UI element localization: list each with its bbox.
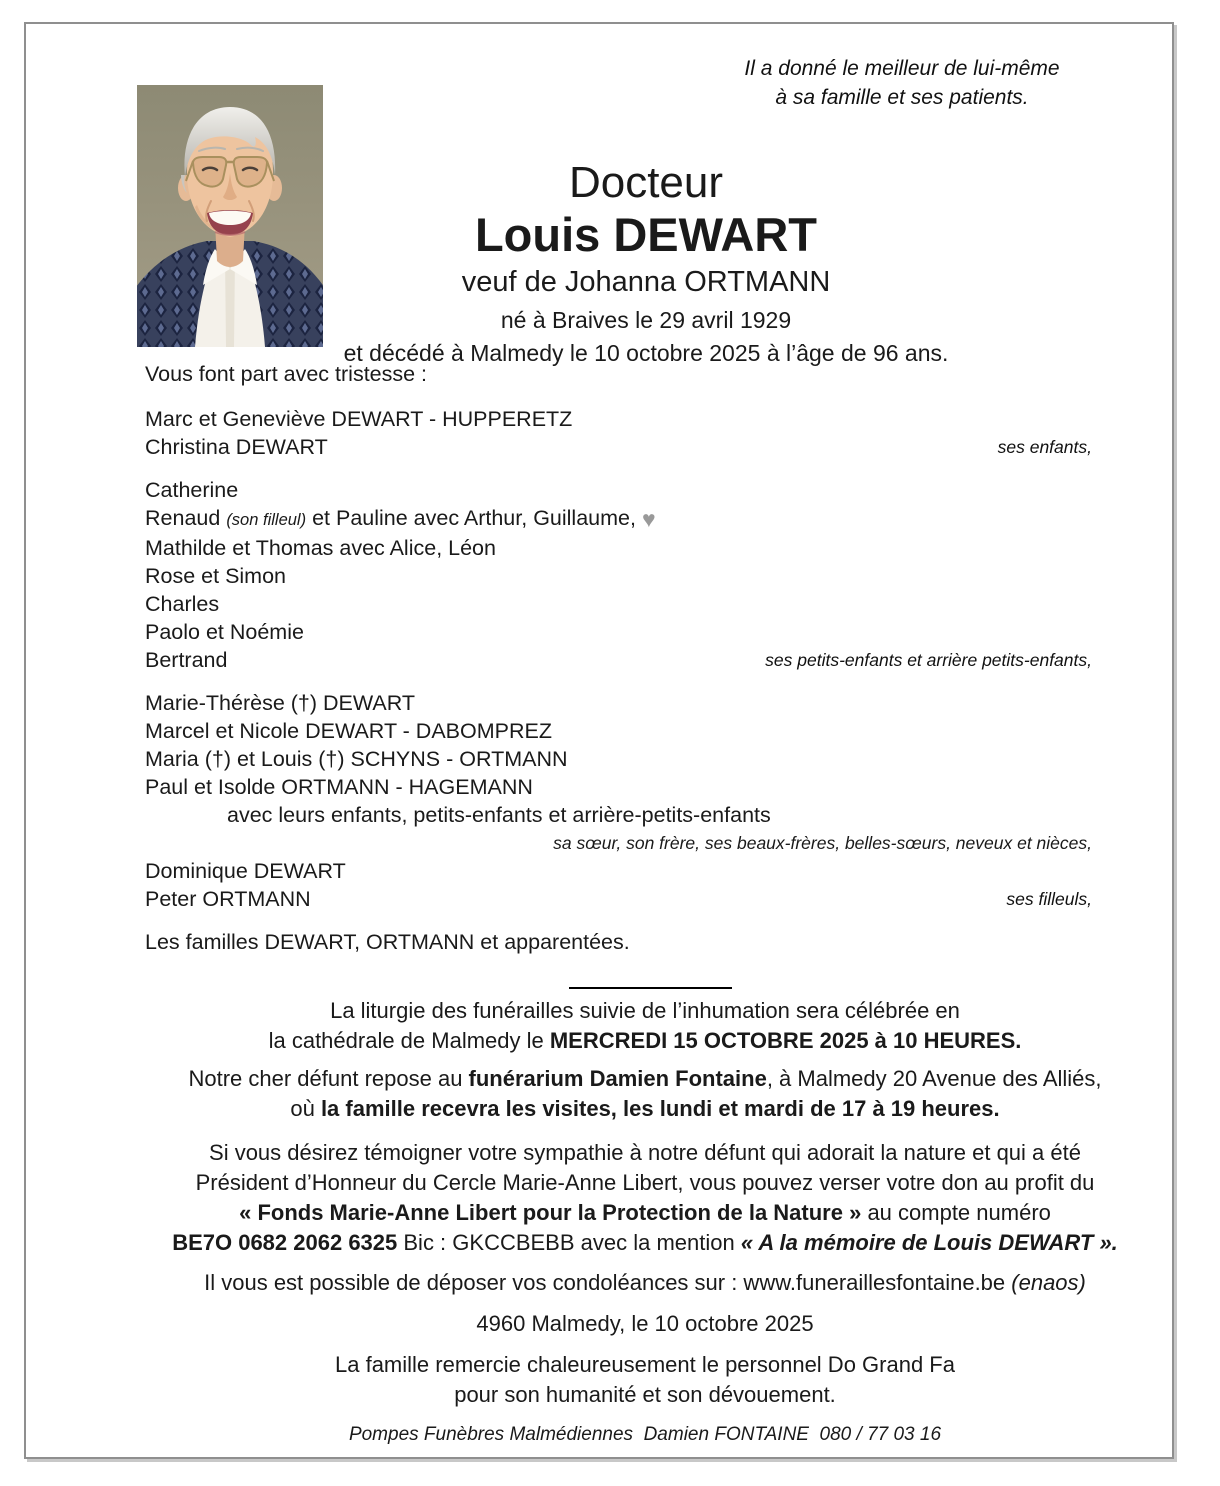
family-line: Charles bbox=[145, 592, 220, 616]
liturgy-paragraph bbox=[157, 996, 1133, 1056]
deceased-header bbox=[145, 158, 1147, 369]
family-announcement bbox=[145, 360, 1092, 956]
donation-paragraph: Si vous désirez témoigner votre sympathie à notre défunt qui adorait la nature et qui a été Président d’Honneur du Cercle Marie-Anne Libert, vous pouvez verser votre don au profit du « Fonds Marie-Anne Libert pour la Protection de la Nature » au compte numéro BE7O 0682 2062 6325 Bic : GKCCBEBB avec la mention « A la mémoire de Louis DEWART ». bbox=[172, 1140, 1118, 1255]
godson-note: (son filleul) bbox=[226, 511, 307, 529]
fund-name: « Fonds Marie-Anne Libert pour la Protection de la Nature » bbox=[239, 1200, 862, 1225]
relation-label-godchildren: ses filleuls, bbox=[1006, 889, 1092, 909]
family-line: Marie-Thérèse (†) DEWART bbox=[145, 691, 415, 715]
epitaph-line-1: Il a donné le meilleur de lui-même bbox=[744, 57, 1060, 80]
death-line: et décédé à Malmedy le 10 octobre 2025 à l’âge de 96 ans. bbox=[343, 340, 949, 366]
deceased-title: Docteur bbox=[568, 158, 724, 207]
condolences-paragraph bbox=[157, 1268, 1133, 1298]
family-line: Dominique DEWART bbox=[145, 859, 346, 883]
liturgy-line-1: La liturgie des funérailles suivie de l’inhumation sera célébrée en bbox=[330, 998, 960, 1023]
widower-line: veuf de Johanna ORTMANN bbox=[461, 266, 831, 298]
memorial-card bbox=[24, 22, 1174, 1459]
relation-label-siblings: sa sœur, son frère, ses beaux-frères, belles-sœurs, neveux et nièces, bbox=[553, 833, 1092, 853]
family-line: Peter ORTMANN bbox=[145, 887, 311, 911]
family-line-text: et Pauline avec Arthur, Guillaume, bbox=[312, 506, 636, 530]
family-line: Marcel et Nicole DEWART - DABOMPREZ bbox=[145, 719, 552, 743]
liturgy-line-2: la cathédrale de Malmedy le bbox=[268, 1028, 550, 1053]
family-line: Catherine bbox=[145, 478, 239, 502]
ceremony-datetime: MERCREDI 15 OCTOBRE 2025 à 10 HEURES. bbox=[549, 1028, 1022, 1053]
condolences-platform: (enaos) bbox=[1011, 1270, 1086, 1295]
birth-line: né à Braives le 29 avril 1929 bbox=[500, 307, 792, 333]
grandchildren-group bbox=[145, 476, 1092, 674]
ceremony-details bbox=[157, 996, 1133, 1418]
epitaph-line-2: à sa famille et ses patients. bbox=[775, 86, 1029, 109]
family-line-renaud bbox=[145, 504, 1092, 534]
family-line: Mathilde et Thomas avec Alice, Léon bbox=[145, 536, 496, 560]
heart-icon: ♥ bbox=[641, 506, 656, 532]
announcement-intro: Vous font part avec tristesse : bbox=[145, 362, 428, 386]
funeral-home-footer: Pompes Funèbres Malmédiennes Damien FONTAINE 080 / 77 03 16 bbox=[348, 1424, 942, 1445]
family-line: Marc et Geneviève DEWART - HUPPERETZ bbox=[145, 407, 573, 431]
family-line-text: Renaud bbox=[145, 506, 221, 530]
thanks-paragraph: La famille remercie chaleureusement le personnel Do Grand Fa pour son humanité et son dévouement. bbox=[335, 1352, 955, 1407]
related-families-line: Les familles DEWART, ORTMANN et apparentées. bbox=[145, 930, 630, 954]
with-descendants-line: avec leurs enfants, petits-enfants et arrière-petits-enfants bbox=[227, 803, 771, 827]
bank-account-number: BE7O 0682 2062 6325 bbox=[172, 1230, 398, 1255]
children-group bbox=[145, 405, 1092, 461]
family-line: Maria (†) et Louis (†) SCHYNS - ORTMANN bbox=[145, 747, 568, 771]
dateline: 4960 Malmedy, le 10 octobre 2025 bbox=[476, 1311, 814, 1336]
section-divider bbox=[569, 987, 732, 989]
family-line: Rose et Simon bbox=[145, 564, 287, 588]
siblings-and-godchildren-group bbox=[145, 689, 1092, 913]
funeral-home-name: funérarium Damien Fontaine bbox=[468, 1066, 767, 1091]
deceased-name: Louis DEWART bbox=[474, 208, 818, 261]
repose-paragraph: Notre cher défunt repose au funérarium Damien Fontaine, à Malmedy 20 Avenue des Alliés, où la famille recevra les visites, les lundi et mardi de 17 à 19 heures. bbox=[188, 1066, 1102, 1121]
donation-mention: « A la mémoire de Louis DEWART ». bbox=[740, 1230, 1118, 1255]
family-line: Paul et Isolde ORTMANN - HAGEMANN bbox=[145, 775, 533, 799]
epitaph-quote bbox=[596, 54, 1208, 112]
family-line: Christina DEWART bbox=[145, 435, 328, 459]
family-line: Paolo et Noémie bbox=[145, 620, 304, 644]
visiting-hours: la famille recevra les visites, les lundi et mardi de 17 à 19 heures. bbox=[320, 1096, 1000, 1121]
relation-label-children: ses enfants, bbox=[997, 437, 1092, 457]
relation-label-grandchildren: ses petits-enfants et arrière petits-enfants, bbox=[765, 650, 1092, 670]
family-line: Bertrand bbox=[145, 648, 228, 672]
condolences-text: Il vous est possible de déposer vos condoléances sur : www.funeraillesfontaine.be bbox=[204, 1270, 1012, 1295]
